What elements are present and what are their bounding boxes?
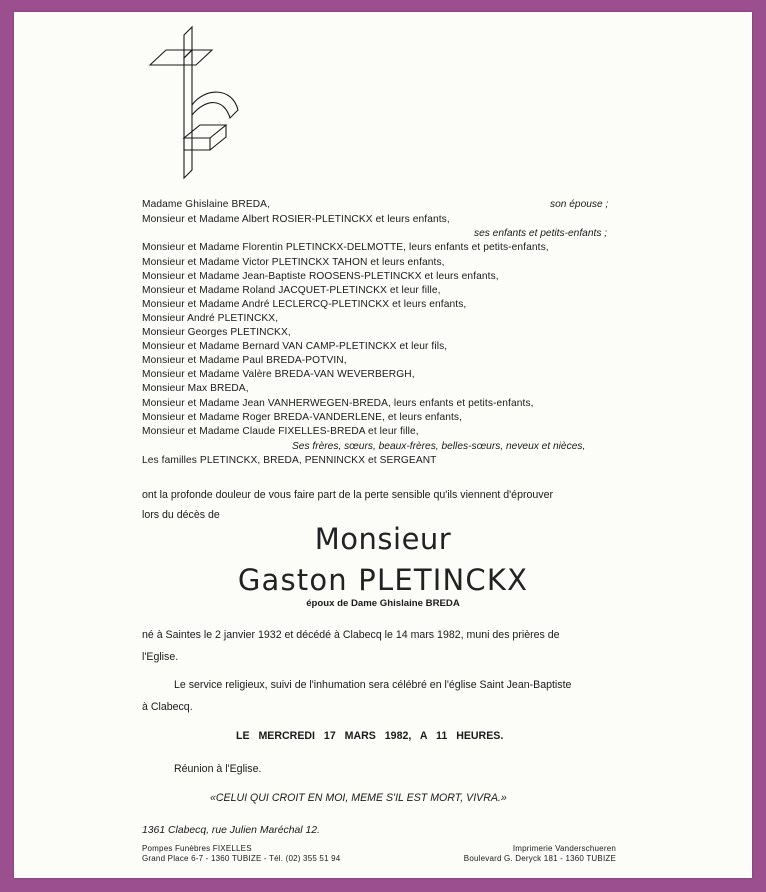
funeral-home-address: Grand Place 6-7 - 1360 TUBIZE - Tél. (02) 355 51 94	[142, 854, 341, 863]
family-line-3: Monsieur et Madame Florentin PLETINCKX-DELMOTTE, leurs enfants et petits-enfants,	[142, 242, 549, 253]
spouse-label: son épouse ;	[550, 199, 609, 210]
family-line-15: Monsieur et Madame Roger BREDA-VANDERLENE, et leurs enfants,	[142, 412, 463, 423]
funeral-home-info	[142, 844, 340, 864]
funeral-home-name: Pompes Funèbres FIXELLES	[142, 844, 252, 853]
deceased-spouse: époux de Dame Ghislaine BREDA	[306, 598, 460, 609]
family-line-11: Monsieur et Madame Paul BREDA-POTVIN,	[142, 355, 347, 366]
deceased-title: Monsieur	[314, 522, 452, 556]
birth-line-2: l'Eglise.	[142, 651, 179, 663]
family-line-5: Monsieur et Madame Jean-Baptiste ROOSENS-PLETINCKX et leurs enfants,	[142, 271, 499, 282]
service-date: LE MERCREDI 17 MARS 1982, A 11 HEURES.	[236, 730, 504, 742]
family-line-10: Monsieur et Madame Bernard VAN CAMP-PLETINCKX et leur fils,	[142, 341, 448, 352]
family-line-4: Monsieur et Madame Victor PLETINCKX TAHON et leurs enfants,	[142, 257, 445, 268]
family-line-17: Les familles PLETINCKX, BREDA, PENNINCKX et SERGEANT	[142, 455, 437, 466]
printer-name: Imprimerie Vanderschueren	[512, 844, 616, 853]
announcement-line-2: lors du décès de	[142, 509, 220, 521]
bible-quote: «CELUI QUI CROIT EN MOI, MEME S'IL EST MORT, VIVRA.»	[210, 792, 507, 804]
family-line-16: Monsieur et Madame Claude FIXELLES-BREDA et leur fille,	[142, 426, 419, 437]
birth-line-1: né à Saintes le 2 janvier 1932 et décédé à Clabecq le 14 mars 1982, muni des prières de	[142, 629, 560, 641]
meeting-note: Réunion à l'Eglise.	[174, 763, 262, 775]
family-line-13: Monsieur Max BREDA,	[142, 383, 249, 394]
siblings-label: Ses frères, sœurs, beaux-frères, belles-sœurs, neveux et nièces,	[292, 441, 586, 452]
family-line-7: Monsieur et Madame André LECLERCQ-PLETINCKX et leurs enfants,	[142, 299, 467, 310]
family-line-12: Monsieur et Madame Valère BREDA-VAN WEVERBERGH,	[142, 369, 415, 380]
printer-address: Boulevard G. Deryck 181 - 1360 TUBIZE	[463, 854, 616, 863]
family-address: 1361 Clabecq, rue Julien Maréchal 12.	[142, 825, 320, 836]
family-line-9: Monsieur Georges PLETINCKX,	[142, 327, 291, 338]
family-line-8: Monsieur André PLETINCKX,	[142, 313, 279, 324]
family-line-1: Madame Ghislaine BREDA,	[142, 199, 270, 210]
service-line-1: Le service religieux, suivi de l'inhumation sera célébré en l'église Saint Jean-Baptiste	[174, 679, 572, 691]
death-notice-card	[14, 12, 752, 878]
children-label: ses enfants et petits-enfants ;	[474, 228, 608, 239]
family-line-2: Monsieur et Madame Albert ROSIER-PLETINCKX et leurs enfants,	[142, 214, 450, 225]
cross-emblem-icon	[144, 20, 254, 185]
printer-info	[446, 844, 616, 864]
deceased-name: Gaston PLETINCKX	[237, 563, 529, 597]
family-line-6: Monsieur et Madame Roland JACQUET-PLETINCKX et leur fille,	[142, 285, 441, 296]
announcement-line-1: ont la profonde douleur de vous faire part de la perte sensible qu'ils viennent d'éprouver	[142, 489, 553, 501]
service-line-2: à Clabecq.	[142, 701, 193, 713]
family-line-14: Monsieur et Madame Jean VANHERWEGEN-BREDA, leurs enfants et petits-enfants,	[142, 398, 534, 409]
